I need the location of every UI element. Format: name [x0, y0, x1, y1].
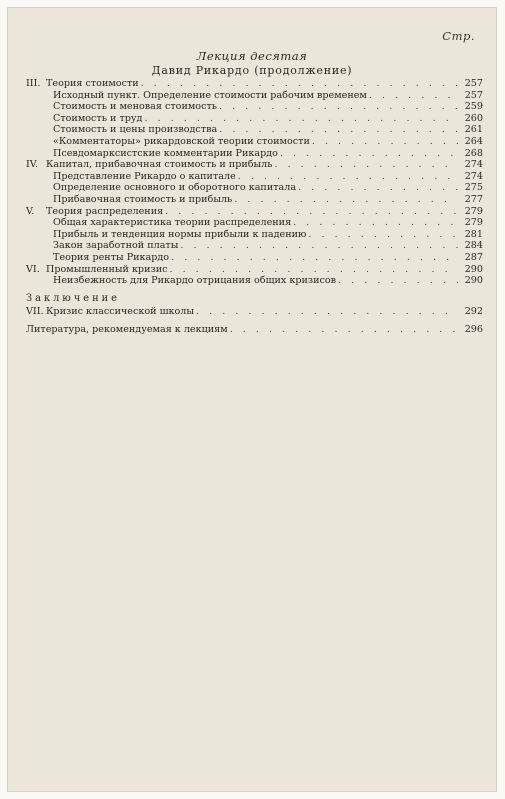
page-number: 257: [464, 89, 483, 101]
item-title: Стоимость и труд: [53, 112, 143, 124]
toc-item: [26, 229, 483, 241]
leader-dots: [219, 124, 458, 136]
conclusion-heading: Заключение: [26, 292, 120, 304]
section-title: Теория стоимости: [46, 78, 139, 89]
page-number: 259: [464, 101, 483, 113]
page-number: 275: [464, 182, 483, 194]
toc-section-5: [26, 206, 483, 218]
leader-dots: [298, 182, 458, 194]
toc-item: [26, 124, 483, 136]
page-number: 296: [464, 324, 483, 336]
toc-item: [26, 217, 483, 229]
page-number: 281: [464, 228, 483, 240]
book-page: [7, 7, 497, 792]
page-number: 257: [464, 78, 483, 89]
toc-section-7: [26, 306, 483, 318]
toc-item: [26, 101, 483, 113]
leader-dots: [234, 194, 458, 206]
item-title: «Комментаторы» рикардовской теории стоимости: [53, 135, 310, 147]
toc-item: [26, 171, 483, 183]
table-of-contents: [26, 78, 483, 336]
page-number: 290: [464, 263, 483, 275]
item-title: Общая характеристика теории распределения: [53, 217, 292, 229]
page-column-label: Стр.: [442, 29, 475, 43]
section-title: Капитал, прибавочная стоимость и прибыль: [46, 159, 273, 171]
item-title: Стоимость и цены производства: [53, 124, 218, 136]
section-title: Промышленный кризис: [46, 263, 168, 275]
page-number: 279: [464, 205, 483, 217]
item-title: Псевдомарксистские комментарии Рикардо: [53, 147, 278, 159]
toc-item: [26, 148, 483, 160]
toc-item: [26, 113, 483, 125]
leader-dots: [230, 324, 458, 336]
section-number: VI.: [26, 263, 40, 275]
section-number: IV.: [26, 159, 39, 171]
leader-dots: [141, 78, 458, 90]
item-title: Теория ренты Рикардо: [53, 251, 170, 263]
toc-item: [26, 275, 483, 287]
page-number: 284: [464, 240, 483, 252]
literature-title: Литература, рекомендуемая к лекциям: [26, 324, 228, 336]
leader-dots: [180, 240, 458, 252]
toc-section-3: [26, 78, 483, 90]
page-number: 277: [464, 193, 483, 205]
page-number: 292: [464, 305, 483, 317]
item-title: Неизбежность для Рикардо отрицания общих кризисов: [53, 275, 337, 287]
lecture-title: Лекция десятая: [196, 49, 308, 63]
toc-item: [26, 252, 483, 264]
leader-dots: [293, 217, 458, 229]
item-title: Прибавочная стоимость и прибыль: [53, 193, 233, 205]
leader-dots: [338, 275, 458, 287]
item-title: Прибыль и тенденция нормы прибыли к падению: [53, 228, 307, 240]
leader-dots: [196, 306, 458, 318]
item-title: Определение основного и оборотного капитала: [53, 182, 297, 194]
section-number: III.: [26, 78, 41, 89]
lecture-subtitle: Давид Рикардо (продолжение): [151, 64, 353, 77]
page-number: 268: [464, 147, 483, 159]
section-title: Кризис классической школы: [46, 305, 194, 317]
page-number: 279: [464, 217, 483, 229]
item-title: Исходный пункт. Определение стоимости рабочим временем: [53, 89, 367, 101]
toc-section-4: [26, 159, 483, 171]
page-number: 287: [464, 251, 483, 263]
page-number: 274: [464, 170, 483, 182]
page-number: 290: [464, 275, 483, 287]
leader-dots: [274, 159, 458, 171]
leader-dots: [238, 171, 458, 183]
leader-dots: [219, 101, 458, 113]
leader-dots: [171, 252, 458, 264]
page-number: 274: [464, 159, 483, 171]
leader-dots: [369, 90, 458, 102]
leader-dots: [312, 136, 458, 148]
toc-item: [26, 240, 483, 252]
item-title: Стоимость и меновая стоимость: [53, 101, 217, 113]
page-number: 261: [464, 124, 483, 136]
section-number: V.: [26, 205, 35, 217]
page-number: 260: [464, 112, 483, 124]
toc-section-6: [26, 264, 483, 276]
leader-dots: [144, 113, 458, 125]
toc-literature: [26, 324, 483, 336]
leader-dots: [280, 148, 458, 160]
item-title: Представление Рикардо о капитале: [53, 170, 236, 182]
section-title: Теория распределения: [46, 205, 164, 217]
leader-dots: [308, 229, 458, 241]
toc-item: [26, 90, 483, 102]
item-title: Закон заработной платы: [53, 240, 179, 252]
leader-dots: [169, 264, 458, 276]
toc-item: [26, 194, 483, 206]
leader-dots: [165, 206, 458, 218]
toc-item: [26, 136, 483, 148]
toc-item: [26, 182, 483, 194]
section-number: VII.: [26, 305, 44, 317]
page-number: 264: [464, 135, 483, 147]
